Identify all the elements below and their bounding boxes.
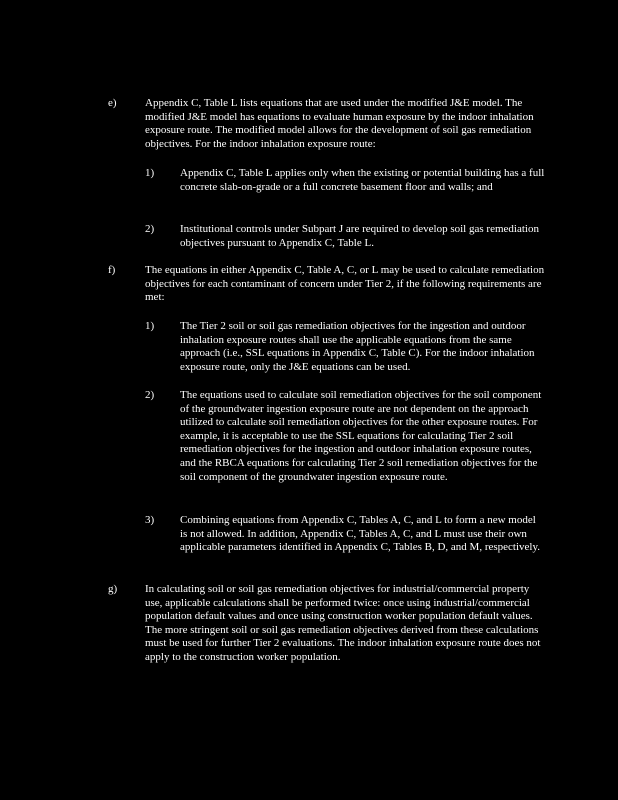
clause-text: The equations in either Appendix C, Table A, C, or L may be used to calculate remediation objectives for each contaminant of concern under Tier 2, if the following requirements are met: (145, 264, 545, 304)
item-marker: 1) (145, 320, 155, 332)
item-marker: 3) (145, 514, 155, 526)
item-marker: 2) (145, 223, 155, 235)
item-text: Institutional controls under Subpart J are required to develop soil gas remediation objectives pursuant to Appendix C, Table L. (180, 223, 539, 249)
clause-marker: f) (108, 264, 116, 276)
clause-f-item-1 (145, 320, 545, 374)
clause-f-item-2 (145, 389, 545, 484)
item-text: Combining equations from Appendix C, Tables A, C, and L to form a new model is not allowed. In addition, Appendix C, Tables A, C, and L must use their own applicable parameters identified in Appendix C, Tables B, D, and M, respectively. (180, 514, 540, 554)
clause-f-item-3 (145, 514, 545, 555)
item-marker: 2) (145, 389, 155, 401)
clause-e (108, 97, 548, 151)
clause-f (108, 264, 548, 305)
item-text: The Tier 2 soil or soil gas remediation objectives for the ingestion and outdoor inhalation exposure routes shall use the applicable equations from the same approach (i.e., SSL equations in Appendix C, Table C). For the indoor inhalation exposure route, only the J&E equations can be used. (180, 320, 535, 373)
clause-text: Appendix C, Table L lists equations that are used under the modified J&E model. The modified J&E model has equations to evaluate human exposure by the indoor inhalation exposure route. The modified model allows for the development of soil gas remediation objectives. For the indoor inhalation exposure route: (145, 97, 534, 150)
clause-e-item-2 (145, 223, 545, 250)
clause-g (108, 583, 548, 665)
clause-marker: e) (108, 97, 117, 109)
item-text: The equations used to calculate soil remediation objectives for the soil component of the groundwater ingestion exposure route are not dependent on the approach utilized to calculate soil remediation objectives for the other exposure routes. For example, it is acceptable to use the SSL equations for calculating Tier 2 soil remediation objectives for the ingestion and outdoor inhalation exposure routes, and the RBCA equations for calculating Tier 2 soil remediation objectives for the soil component of the groundwater ingestion exposure route. (180, 389, 542, 483)
clause-marker: g) (108, 583, 118, 595)
item-marker: 1) (145, 167, 155, 179)
clause-text: In calculating soil or soil gas remediation objectives for industrial/commercial property use, applicable calculations shall be performed twice: once using industrial/commercial population default values and once using construction worker population default values. The more stringent soil or soil gas remediation objectives derived from these calculations must be used for further Tier 2 evaluations. The indoor inhalation exposure route does not apply to the construction worker population. (145, 583, 541, 663)
item-text: Appendix C, Table L applies only when the existing or potential building has a full concrete slab-on-grade or a full concrete basement floor and walls; and (180, 167, 545, 193)
clause-e-item-1 (145, 167, 545, 194)
